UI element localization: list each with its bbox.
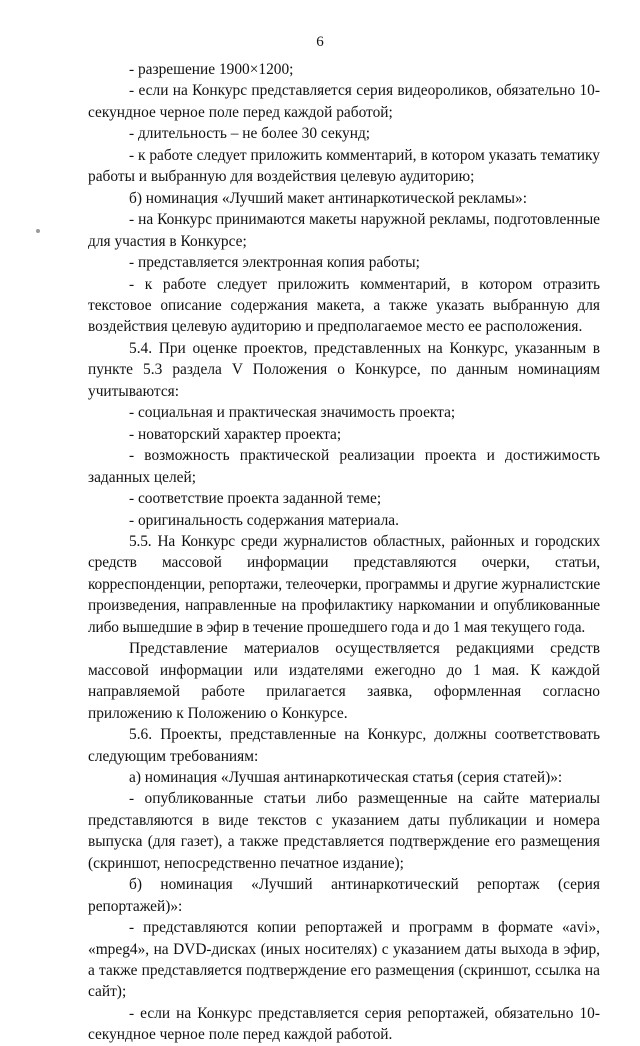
list-item-comment-theme: - к работе следует приложить комментарий, в котором указать тематику работы и выбранную для воздействия целевую аудиторию; bbox=[88, 146, 600, 186]
submission-paragraph: Представление материалов осуществляется редакциями средств массовой информации или издателями ежегодно до 1 мая. К каждой направляемой работе прилагается заявка, оформленная согласно приложению к Положению о Конкурсе. bbox=[88, 640, 600, 722]
criterion-topic-match: - соответствие проекта заданной теме; bbox=[129, 490, 382, 508]
criterion-innovation: - новаторский характер проекта; bbox=[129, 425, 342, 443]
criterion-feasibility: - возможность практической реализации проекта и достижимость заданных целей; bbox=[88, 447, 600, 486]
nomination-report-heading: б) номинация «Лучший антинаркотический репортаж (серия репортажей)»: bbox=[88, 876, 600, 915]
nomination-article-heading: а) номинация «Лучшая антинаркотическая статья (серия статей)»: bbox=[129, 768, 563, 786]
section-5-4: 5.4. При оценке проектов, представленных на Конкурс, указанным в пункте 5.3 раздела V Положения о Конкурсе, по данным номинациям учитываются: bbox=[88, 339, 600, 400]
list-item-resolution: - разрешение 1900×1200; bbox=[129, 61, 294, 78]
page-number: 6 bbox=[316, 34, 324, 50]
list-item-report-copies: - представляются копии репортажей и программ в формате «avi», «mpeg4», на DVD-дисках (иных носителях) с указанием даты выхода в эфир, а также представляется подтверждение его размещения (скриншот, ссылка на сайт); bbox=[88, 919, 600, 1001]
list-item-duration: - длительность – не более 30 секунд; bbox=[129, 125, 371, 143]
margin-dot bbox=[36, 229, 40, 233]
criterion-originality: - оригинальность содержания материала. bbox=[129, 511, 399, 529]
list-item-articles: - опубликованные статьи либо размещенные на сайте материалы представляются в виде текстов с указанием даты публикации и номера выпуска (для газет), а также представляется подтверждение его размещения (скриншот, непосредственно печатное издание); bbox=[88, 790, 600, 872]
document-body bbox=[88, 59, 600, 1046]
list-item-video-series: - если на Конкурс представляется серия видеороликов, обязательно 10-секундное черное поле перед каждой работой; bbox=[88, 82, 600, 121]
list-item-layout-comment: - к работе следует приложить комментарий, в котором отразить текстовое описание содержания макета, а также указать выбранную для воздействия целевую аудиторию и предполагаемое место ее расположения. bbox=[88, 275, 600, 336]
section-5-6: 5.6. Проекты, представленные на Конкурс, должны соответствовать следующим требованиям: bbox=[88, 726, 600, 765]
list-item-report-series: - если на Конкурс представляется серия репортажей, обязательно 10-секундное черное поле перед каждой работой. bbox=[88, 1004, 600, 1044]
list-item-layouts-accepted: - на Конкурс принимаются макеты наружной рекламы, подготовленные для участия в Конкурсе; bbox=[88, 211, 600, 250]
list-item-electronic-copy: - представляется электронная копия работы; bbox=[129, 254, 420, 272]
nomination-layout-heading: б) номинация «Лучший макет антинаркотической рекламы»: bbox=[129, 189, 527, 207]
criterion-social-significance: - социальная и практическая значимость проекта; bbox=[129, 404, 456, 422]
section-5-5: 5.5. На Конкурс среди журналистов областных, районных и городских средств массовой информации представляются очерки, статьи, корреспонденции, репортажи, телеочерки, программы и другие журналистские произведения, направленные на профилактику наркомании и опубликованные либо вышедшие в эфир в течение прошедшего года и до 1 мая текущего года. bbox=[88, 532, 600, 636]
